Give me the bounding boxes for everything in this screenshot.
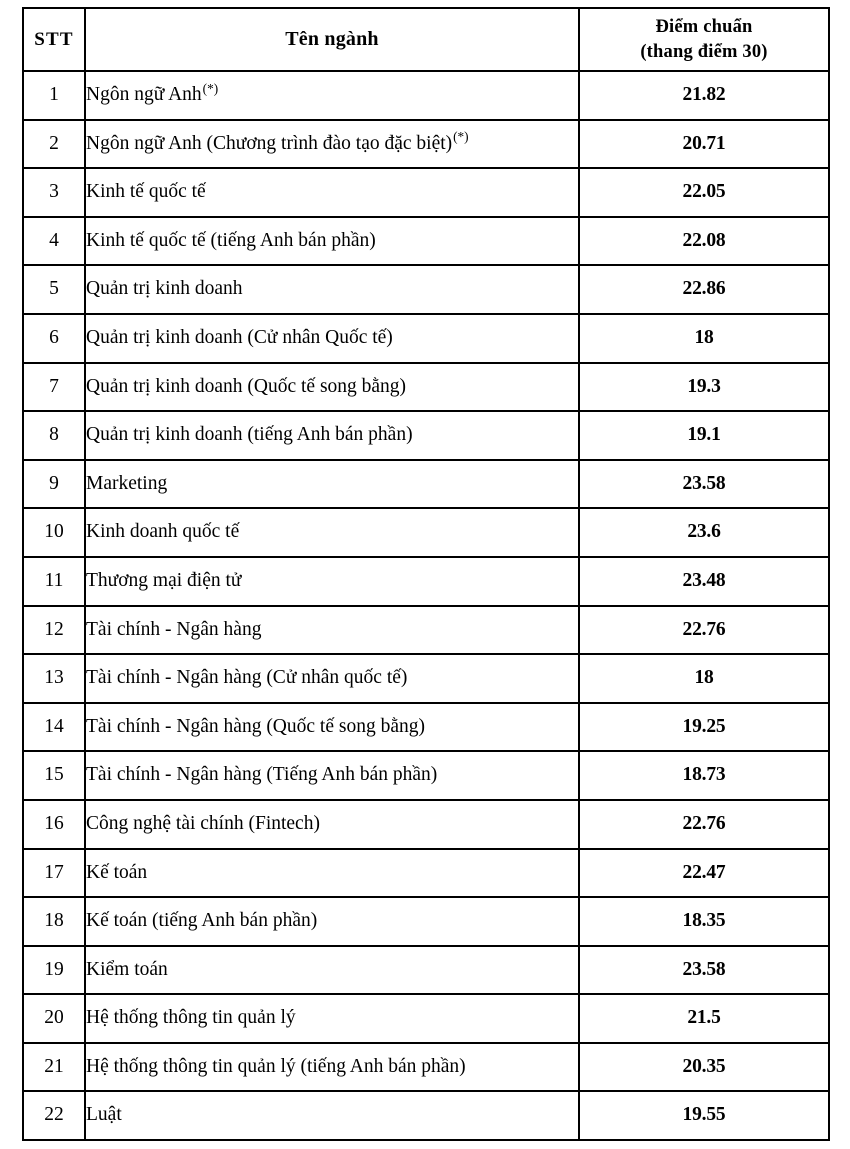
column-header-diem-chuan-line2: (thang điểm 30) <box>640 41 768 62</box>
major-name-text: Tài chính - Ngân hàng <box>86 618 262 640</box>
table-row <box>23 946 829 995</box>
major-name-text: Kinh tế quốc tế <box>86 181 206 203</box>
cell-stt: 22 <box>23 1091 85 1140</box>
column-header-stt: STT <box>23 8 85 71</box>
table-row <box>23 849 829 898</box>
cell-stt: 10 <box>23 508 85 557</box>
cell-ten-nganh <box>85 849 579 898</box>
cell-ten-nganh <box>85 606 579 655</box>
cell-ten-nganh <box>85 460 579 509</box>
table-header <box>23 8 829 71</box>
cell-stt: 16 <box>23 800 85 849</box>
major-name-text: Kinh doanh quốc tế <box>86 521 240 543</box>
cell-diem-chuan: 23.6 <box>579 508 829 557</box>
major-name-text: Ngôn ngữ Anh <box>86 84 202 106</box>
major-name-text: Luật <box>86 1104 122 1126</box>
cell-diem-chuan: 23.58 <box>579 460 829 509</box>
cell-stt: 4 <box>23 217 85 266</box>
cell-diem-chuan: 22.86 <box>579 265 829 314</box>
cell-stt: 11 <box>23 557 85 606</box>
cell-ten-nganh <box>85 120 579 169</box>
cell-stt: 17 <box>23 849 85 898</box>
major-name-text: Công nghệ tài chính (Fintech) <box>86 812 320 834</box>
table-row <box>23 606 829 655</box>
cell-ten-nganh <box>85 994 579 1043</box>
cell-ten-nganh <box>85 71 579 120</box>
major-name-text: Hệ thống thông tin quản lý <box>86 1007 296 1029</box>
major-name-text: Quản trị kinh doanh <box>86 278 243 300</box>
cell-ten-nganh <box>85 800 579 849</box>
table-row <box>23 265 829 314</box>
cell-ten-nganh <box>85 411 579 460</box>
table-row <box>23 800 829 849</box>
table-row <box>23 557 829 606</box>
cell-diem-chuan: 21.82 <box>579 71 829 120</box>
major-name-text: Kế toán <box>86 861 148 883</box>
cell-diem-chuan: 18 <box>579 654 829 703</box>
cell-stt: 14 <box>23 703 85 752</box>
cell-diem-chuan: 18 <box>579 314 829 363</box>
cell-ten-nganh <box>85 363 579 412</box>
major-name-text: Hệ thống thông tin quản lý (tiếng Anh bán phần) <box>86 1055 466 1077</box>
diem-chuan-table <box>22 7 830 1141</box>
cell-ten-nganh <box>85 314 579 363</box>
cell-diem-chuan: 22.76 <box>579 606 829 655</box>
cell-stt: 13 <box>23 654 85 703</box>
major-name-text: Tài chính - Ngân hàng (Cử nhân quốc tế) <box>86 667 408 689</box>
cell-ten-nganh <box>85 508 579 557</box>
cell-diem-chuan: 19.55 <box>579 1091 829 1140</box>
major-name-text: Marketing <box>86 472 168 494</box>
table-row <box>23 314 829 363</box>
cell-diem-chuan: 23.48 <box>579 557 829 606</box>
cell-ten-nganh <box>85 946 579 995</box>
cell-diem-chuan: 22.76 <box>579 800 829 849</box>
cell-diem-chuan: 23.58 <box>579 946 829 995</box>
table-row <box>23 1091 829 1140</box>
cell-stt: 19 <box>23 946 85 995</box>
cell-ten-nganh <box>85 654 579 703</box>
cell-diem-chuan: 19.25 <box>579 703 829 752</box>
asterisk-footnote-marker: (*) <box>453 129 469 145</box>
cell-ten-nganh <box>85 168 579 217</box>
table-row <box>23 703 829 752</box>
header-row <box>23 8 829 71</box>
cell-stt: 7 <box>23 363 85 412</box>
table-body <box>23 71 829 1140</box>
cell-stt: 21 <box>23 1043 85 1092</box>
cell-stt: 18 <box>23 897 85 946</box>
table-row <box>23 654 829 703</box>
cell-diem-chuan: 19.3 <box>579 363 829 412</box>
column-header-diem-chuan <box>579 8 829 71</box>
major-name-text: Kinh tế quốc tế (tiếng Anh bán phần) <box>86 229 376 251</box>
cell-stt: 9 <box>23 460 85 509</box>
table-row <box>23 751 829 800</box>
asterisk-footnote-marker: (*) <box>202 80 219 96</box>
table-row <box>23 508 829 557</box>
cell-diem-chuan: 22.08 <box>579 217 829 266</box>
cell-stt: 8 <box>23 411 85 460</box>
table-row <box>23 217 829 266</box>
cell-stt: 15 <box>23 751 85 800</box>
cell-stt: 12 <box>23 606 85 655</box>
table-row <box>23 363 829 412</box>
major-name-text: Ngôn ngữ Anh (Chương trình đào tạo đặc biệt) <box>86 132 453 154</box>
table-row <box>23 411 829 460</box>
cell-ten-nganh <box>85 1091 579 1140</box>
cell-stt: 1 <box>23 71 85 120</box>
table-row <box>23 120 829 169</box>
table-row <box>23 897 829 946</box>
cell-diem-chuan: 19.1 <box>579 411 829 460</box>
cell-stt: 6 <box>23 314 85 363</box>
cell-diem-chuan: 22.47 <box>579 849 829 898</box>
cell-diem-chuan: 18.73 <box>579 751 829 800</box>
cell-ten-nganh <box>85 1043 579 1092</box>
cell-ten-nganh <box>85 557 579 606</box>
cell-stt: 20 <box>23 994 85 1043</box>
cell-ten-nganh <box>85 751 579 800</box>
cell-ten-nganh <box>85 217 579 266</box>
major-name-text: Kế toán (tiếng Anh bán phần) <box>86 910 318 932</box>
cell-diem-chuan: 20.71 <box>579 120 829 169</box>
major-name-text: Kiểm toán <box>86 958 168 980</box>
table-row <box>23 460 829 509</box>
cell-ten-nganh <box>85 265 579 314</box>
cell-stt: 5 <box>23 265 85 314</box>
cell-diem-chuan: 18.35 <box>579 897 829 946</box>
table-row <box>23 71 829 120</box>
major-name-text: Quản trị kinh doanh (Quốc tế song bằng) <box>86 375 407 397</box>
major-name-text: Tài chính - Ngân hàng (Quốc tế song bằng) <box>86 715 425 737</box>
cell-diem-chuan: 20.35 <box>579 1043 829 1092</box>
cell-diem-chuan: 21.5 <box>579 994 829 1043</box>
major-name-text: Thương mại điện tử <box>86 569 242 591</box>
cell-ten-nganh <box>85 897 579 946</box>
cell-stt: 3 <box>23 168 85 217</box>
major-name-text: Tài chính - Ngân hàng (Tiếng Anh bán phần) <box>86 764 438 786</box>
table-row <box>23 994 829 1043</box>
cell-stt: 2 <box>23 120 85 169</box>
column-header-ten-nganh: Tên ngành <box>85 8 579 71</box>
column-header-diem-chuan-line1: Điểm chuẩn <box>655 17 753 38</box>
cell-diem-chuan: 22.05 <box>579 168 829 217</box>
major-name-text: Quản trị kinh doanh (Cử nhân Quốc tế) <box>86 326 393 348</box>
table-row <box>23 168 829 217</box>
major-name-text: Quản trị kinh doanh (tiếng Anh bán phần) <box>86 424 413 446</box>
table-row <box>23 1043 829 1092</box>
cell-ten-nganh <box>85 703 579 752</box>
